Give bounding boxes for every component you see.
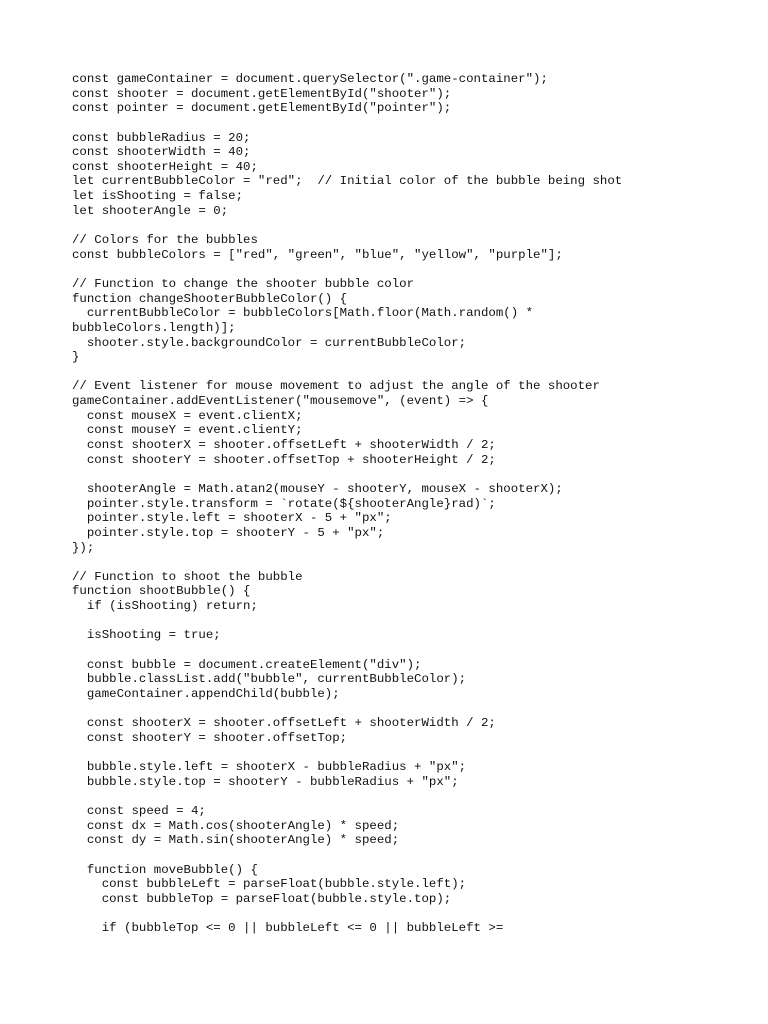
code-line: const pointer = document.getElementById("pointer");	[72, 101, 452, 116]
code-line: const shooterY = shooter.offsetTop;	[72, 730, 348, 745]
code-line	[72, 467, 752, 482]
code-line: const shooter = document.getElementById("shooter");	[72, 86, 452, 101]
code-line: pointer.style.top = shooterY - 5 + "px";	[72, 525, 385, 540]
code-line: currentBubbleColor = bubbleColors[Math.floor(Math.random() *	[72, 306, 534, 321]
code-line	[72, 262, 752, 277]
document-page	[72, 72, 752, 936]
code-line: const shooterHeight = 40;	[72, 159, 258, 174]
code-line: const bubbleTop = parseFloat(bubble.style.top);	[72, 891, 452, 906]
code-line: pointer.style.transform = `rotate(${shooterAngle}rad)`;	[72, 496, 496, 511]
code-line: if (isShooting) return;	[72, 599, 258, 614]
code-line	[72, 702, 752, 717]
code-line: gameContainer.addEventListener("mousemove", (event) => {	[72, 394, 489, 409]
code-line	[72, 614, 752, 629]
code-line	[72, 116, 752, 131]
code-line: const shooterY = shooter.offsetTop + shooterHeight / 2;	[72, 452, 496, 467]
code-line: const dy = Math.sin(shooterAngle) * speed;	[72, 833, 400, 848]
code-block	[72, 72, 752, 936]
code-line: bubble.style.left = shooterX - bubbleRadius + "px";	[72, 760, 467, 775]
code-line: const shooterWidth = 40;	[72, 145, 251, 160]
code-line: gameContainer.appendChild(bubble);	[72, 686, 340, 701]
code-line: bubble.style.top = shooterY - bubbleRadius + "px";	[72, 774, 459, 789]
code-line	[72, 907, 752, 922]
code-line: // Function to change the shooter bubble color	[72, 276, 415, 291]
code-line: // Function to shoot the bubble	[72, 569, 303, 584]
code-line: const bubbleColors = ["red", "green", "blue", "yellow", "purple"];	[72, 247, 563, 262]
code-line: const shooterX = shooter.offsetLeft + shooterWidth / 2;	[72, 716, 496, 731]
code-line	[72, 365, 752, 380]
code-line: function changeShooterBubbleColor() {	[72, 291, 348, 306]
code-line: const bubble = document.createElement("div");	[72, 657, 422, 672]
code-line: shooter.style.backgroundColor = currentBubbleColor;	[72, 335, 467, 350]
code-line: bubbleColors.length)];	[72, 320, 236, 335]
code-line: }	[72, 350, 80, 365]
code-line: let shooterAngle = 0;	[72, 203, 229, 218]
code-line: // Event listener for mouse movement to adjust the angle of the shooter	[72, 379, 600, 394]
code-line: const speed = 4;	[72, 804, 206, 819]
code-line	[72, 848, 752, 863]
code-line: function moveBubble() {	[72, 862, 258, 877]
code-line	[72, 555, 752, 570]
code-line: const shooterX = shooter.offsetLeft + shooterWidth / 2;	[72, 438, 496, 453]
code-line: bubble.classList.add("bubble", currentBubbleColor);	[72, 672, 467, 687]
code-line: let isShooting = false;	[72, 189, 244, 204]
code-line	[72, 745, 752, 760]
code-line	[72, 218, 752, 233]
code-line: shooterAngle = Math.atan2(mouseY - shooterY, mouseX - shooterX);	[72, 481, 563, 496]
code-line: const dx = Math.cos(shooterAngle) * speed;	[72, 818, 400, 833]
code-line: });	[72, 540, 95, 555]
code-line: if (bubbleTop <= 0 || bubbleLeft <= 0 || bubbleLeft >=	[72, 921, 504, 936]
code-line: // Colors for the bubbles	[72, 233, 258, 248]
code-line	[72, 789, 752, 804]
code-line: let currentBubbleColor = "red"; // Initial color of the bubble being shot	[72, 174, 623, 189]
code-line: const mouseX = event.clientX;	[72, 408, 303, 423]
code-line: function shootBubble() {	[72, 584, 251, 599]
code-line: pointer.style.left = shooterX - 5 + "px";	[72, 511, 392, 526]
code-line: isShooting = true;	[72, 628, 221, 643]
code-line: const mouseY = event.clientY;	[72, 423, 303, 438]
code-line	[72, 643, 752, 658]
code-line: const bubbleRadius = 20;	[72, 130, 251, 145]
code-line: const gameContainer = document.querySelector(".game-container");	[72, 72, 548, 86]
code-line: const bubbleLeft = parseFloat(bubble.style.left);	[72, 877, 467, 892]
